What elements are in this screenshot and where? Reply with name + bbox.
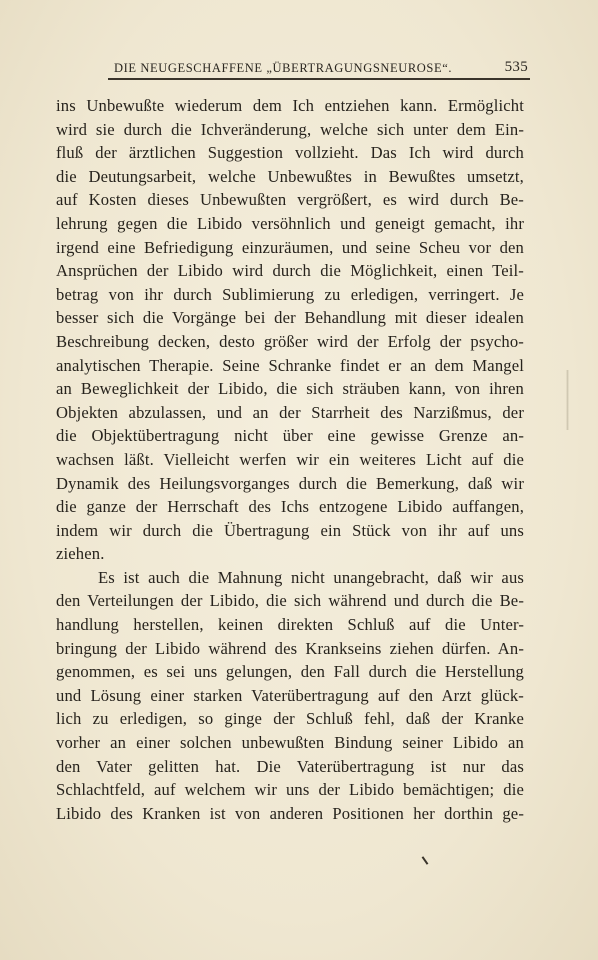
text-line: Libido des Kranken ist von anderen Positionen her dorthin ge-	[56, 803, 524, 823]
text-line: besser sich die Vorgänge bei der Behandlung mit dieser idealen	[56, 308, 524, 328]
paragraph-1	[56, 94, 524, 566]
paragraph-2	[56, 566, 524, 826]
text-line: lich zu erledigen, so ginge der Schluß fehl, daß der Kranke	[56, 709, 524, 729]
text-line: betrag von ihr durch Sublimierung zu erledigen, verringert. Je	[56, 284, 524, 304]
text-line: Objekten abzulassen, und an der Starrheit des Narzißmus, der	[56, 402, 524, 422]
text-line: Schlachtfeld, auf welchem wir uns der Libido bemächtigen; die	[56, 780, 524, 800]
text-line: die ganze der Herrschaft des Ichs entzogene Libido auffangen,	[56, 497, 524, 517]
running-title: DIE NEUGESCHAFFENE „ÜBERTRAGUNGSNEUROSE“.	[114, 61, 453, 75]
text-line: vorher an einer solchen unbewußten Bindung seiner Libido an	[56, 733, 524, 753]
text-line: fluß der ärztlichen Suggestion vollzieht. Das Ich wird durch	[56, 143, 524, 163]
running-header	[108, 58, 532, 78]
text-line: lehrung gegen die Libido versöhnlich und geneigt gemacht, ihr	[56, 213, 524, 233]
text-line: die Objektübertragung nicht über eine gewisse Grenze an-	[56, 426, 524, 446]
text-line: wird sie durch die Ichveränderung, welche sich unter dem Ein-	[56, 119, 524, 139]
text-line: ins Unbewußte wiederum dem Ich entziehen kann. Ermöglicht	[56, 96, 524, 115]
page-crease-shadow	[566, 370, 569, 430]
text-line: Dynamik des Heilungsvorganges durch die Bemerkung, daß wir	[56, 473, 524, 493]
text-line: und Lösung einer starken Vaterübertragung auf den Arzt glück-	[56, 685, 524, 705]
ink-speck	[422, 856, 429, 865]
text-line: Beschreibung decken, desto größer wird der Erfolg der psycho-	[56, 331, 524, 351]
text-line: handlung herstellen, keinen direkten Schluß auf die Unter-	[56, 615, 524, 635]
text-line: die Deutungsarbeit, welche Unbewußtes in Bewußtes umsetzt,	[56, 166, 524, 186]
text-line: Es ist auch die Mahnung nicht unangebracht, daß wir aus	[98, 567, 524, 587]
text-line: den Verteilungen der Libido, die sich während und durch die Be-	[56, 591, 524, 611]
text-line: ziehen.	[56, 544, 105, 564]
text-line: an Beweglichkeit der Libido, die sich sträuben kann, von ihren	[56, 379, 524, 399]
body-text	[56, 94, 524, 825]
text-line: irgend eine Befriedigung einzuräumen, und seine Scheu vor den	[56, 237, 524, 257]
text-line: genommen, es sei uns gelungen, den Fall durch die Herstellung	[56, 662, 524, 682]
text-line: analytischen Therapie. Seine Schranke findet er an dem Mangel	[56, 355, 524, 375]
text-line: wachsen läßt. Vielleicht werfen wir ein weiteres Licht auf die	[56, 449, 524, 469]
text-line: indem wir durch die Übertragung ein Stück von ihr auf uns	[56, 520, 524, 540]
text-line: auf Kosten dieses Unbewußten vergrößert, es wird durch Be-	[56, 190, 524, 210]
text-line: Ansprüchen der Libido wird durch die Möglichkeit, einen Teil-	[56, 261, 524, 281]
text-line: bringung der Libido während des Krankseins ziehen dürfen. An-	[56, 638, 524, 658]
text-line: den Vater gelitten hat. Die Vaterübertragung ist nur das	[56, 756, 524, 776]
page-number: 535	[504, 59, 528, 75]
header-rule	[108, 78, 530, 80]
